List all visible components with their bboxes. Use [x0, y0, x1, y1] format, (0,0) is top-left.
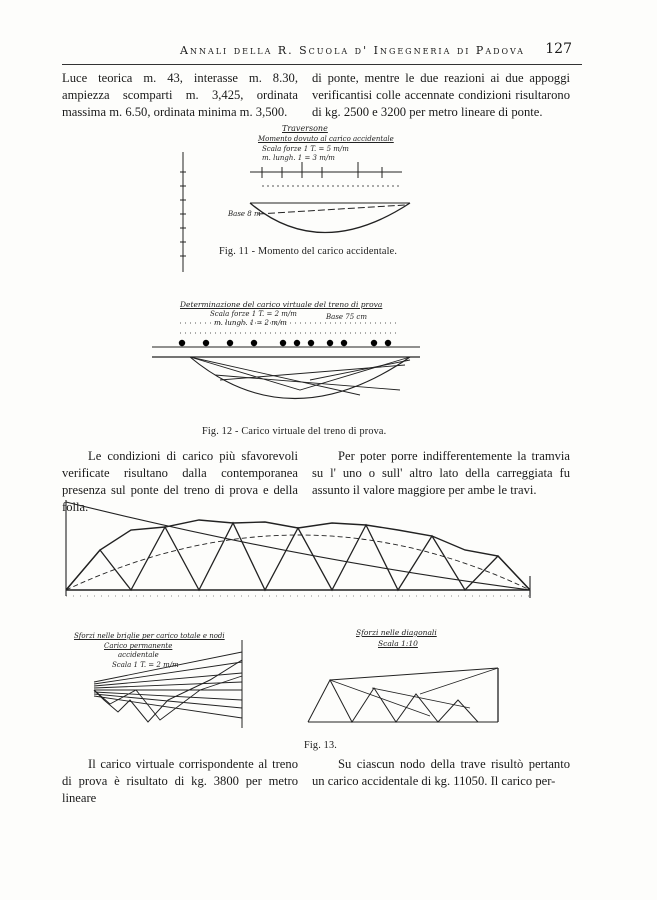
fig12-hand-scale1: Scala forze 1 T. = 2 m/m — [210, 310, 297, 318]
fig12-hand-base: Base 75 cm — [326, 313, 367, 321]
fig12-caption: Fig. 12 - Carico virtuale del treno di prova. — [202, 426, 387, 437]
top-left-paragraph: Luce teorica m. 43, interasse m. 8.30, ampiezza scomparti m. 3,425, ordinata massima m. 6.50, ordinata minima m. 3,500. — [62, 71, 298, 119]
fig11-hand-scale1: Scala forze 1 T. = 5 m/m — [262, 145, 349, 153]
top-right-paragraph: di ponte, mentre le due reazioni ai due appoggi verificantisi colle accennate condizioni risultarono di kg. 2500 e 3200 per metro lineare di ponte. — [312, 71, 570, 119]
fig12-hand-title: Determinazione del carico virtuale del treno di prova — [180, 300, 383, 309]
fig12-hand-scale2: m. lungh. 1 = 2 m/m — [214, 319, 287, 327]
fig11-hand-subtitle: Momento dovuto al carico accidentale — [258, 135, 394, 143]
fig13-caption: Fig. 13. — [304, 740, 338, 751]
page-number: 127 — [545, 41, 572, 57]
bottom-right-paragraph: Su ciascun nodo della trave risultò pertanto un carico accidentale di kg. 11050. Il carico per- — [312, 757, 570, 788]
bottom-left-paragraph: Il carico virtuale corrispondente al treno di prova è risultato di kg. 3800 per metro lineare — [62, 757, 298, 805]
fig13-left-title: Sforzi nelle briglie per carico totale e nodi — [74, 632, 225, 640]
fig13-left-line2: Carico permanente — [104, 642, 173, 650]
fig13-left-scale: Scala 1 T. = 2 m/m — [112, 661, 179, 669]
fig13-left-line3: accidentale — [118, 651, 159, 659]
fig11-hand-scale2: m. lungh. 1 = 3 m/m — [262, 154, 335, 162]
fig11-caption: Fig. 11 - Momento del carico accidentale. — [219, 246, 398, 257]
fig11-hand-title: Traversone — [282, 124, 328, 133]
fig13-right-scale: Scala 1:10 — [378, 639, 418, 648]
fig13-right-title: Sforzi nelle diagonali — [356, 628, 437, 637]
running-title: Annali della R. Scuola d' Ingegneria di Padova — [180, 44, 525, 57]
fig11-hand-base: Base 8 m — [228, 210, 261, 218]
middle-left-paragraph: Le condizioni di carico più sfavorevoli verificate risultano dalla contemporanea presenza sul ponte del treno di prova e della folla. — [62, 449, 298, 514]
middle-right-paragraph: Per poter porre indifferentemente la tramvia su l' uno o sull' altro lato della carreggiata fu assunto il valore maggiore per ambe le travi. — [312, 449, 570, 497]
